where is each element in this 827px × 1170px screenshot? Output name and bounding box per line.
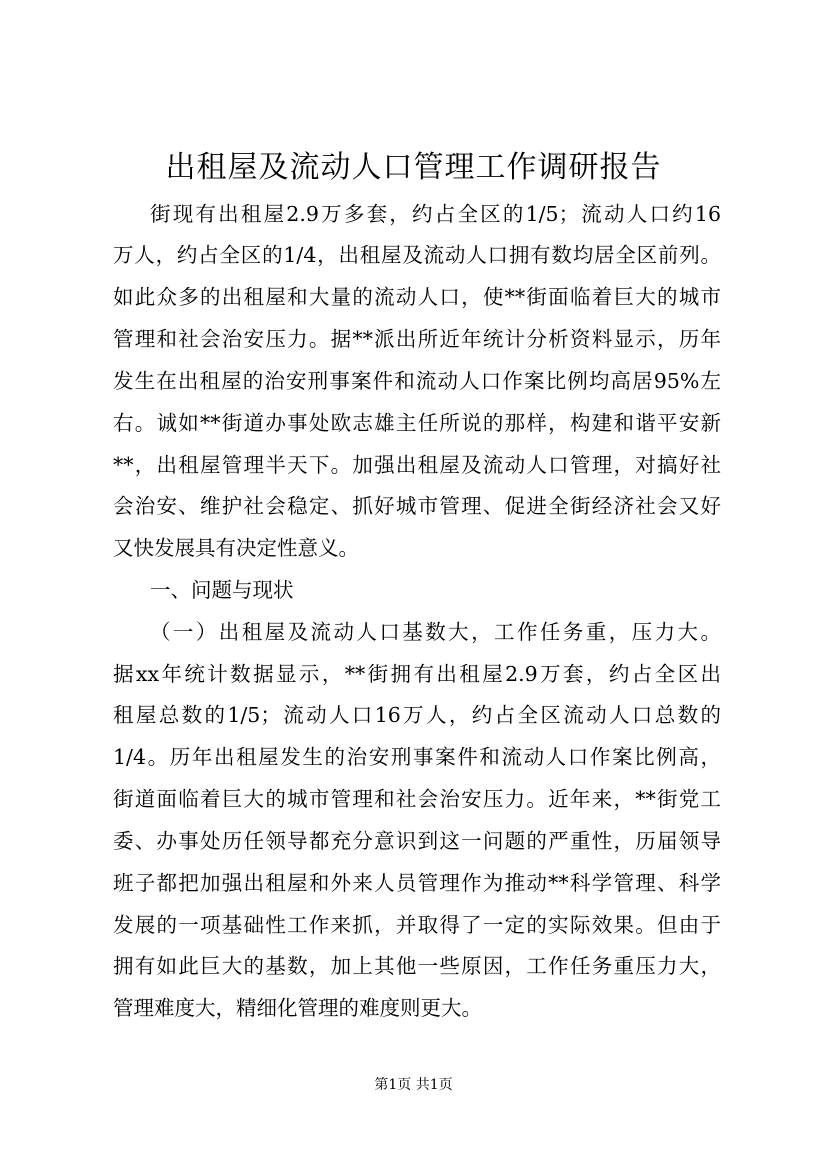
paragraph-line: 1/4。历年出租屋发生的治安刑事案件和流动人口作案比例高， [113,745,721,769]
paragraph-line: 街道面临着巨大的城市管理和社会治安压力。近年来，**街党工 [113,787,721,811]
paragraph-line: 又快发展具有决定性意义。 [113,536,359,560]
page-number-footer: 第1页 共1页 [374,1077,453,1093]
paragraph-line: 发展的一项基础性工作来抓，并取得了一定的实际效果。但由于 [113,913,721,937]
paragraph-line: 班子都把加强出租屋和外来人员管理作为推动**科学管理、科学 [113,871,721,895]
paragraph-line: **，出租屋管理半天下。加强出租屋及流动人口管理，对搞好社 [113,453,721,477]
paragraph-line: 拥有如此巨大的基数，加上其他一些原因，工作任务重压力大， [113,954,721,978]
subsection-heading: （一）出租屋及流动人口基数大，工作任务重，压力大。 [150,620,721,644]
paragraph-line: 租屋总数的1/5；流动人口16万人，约占全区流动人口总数的 [113,703,721,727]
paragraph-line: 发生在出租屋的治安刑事案件和流动人口作案比例均高居95%左 [113,369,721,393]
paragraph-line: 管理和社会治安压力。据**派出所近年统计分析资料显示，历年 [113,327,721,351]
paragraph-line: 委、办事处历任领导都充分意识到这一问题的严重性，历届领导 [113,829,721,853]
section-heading: 一、问题与现状 [150,578,294,602]
paragraph-line: 如此众多的出租屋和大量的流动人口，使**街面临着巨大的城市 [113,285,721,309]
paragraph-line: 会治安、维护社会稳定、抓好城市管理、促进全街经济社会又好 [113,494,721,518]
paragraph-line: 据xx年统计数据显示，**街拥有出租屋2.9万套，约占全区出 [113,662,721,686]
document-title: 出租屋及流动人口管理工作调研报告 [165,150,662,185]
paragraph-line: 管理难度大，精细化管理的难度则更大。 [113,996,482,1020]
paragraph-line: 万人，约占全区的1/4，出租屋及流动人口拥有数均居全区前列。 [113,243,721,267]
paragraph-line: 右。诚如**街道办事处欧志雄主任所说的那样，构建和谐平安新 [113,411,721,435]
paragraph-line: 街现有出租屋2.9万多套，约占全区的1/5；流动人口约16 [150,202,721,226]
